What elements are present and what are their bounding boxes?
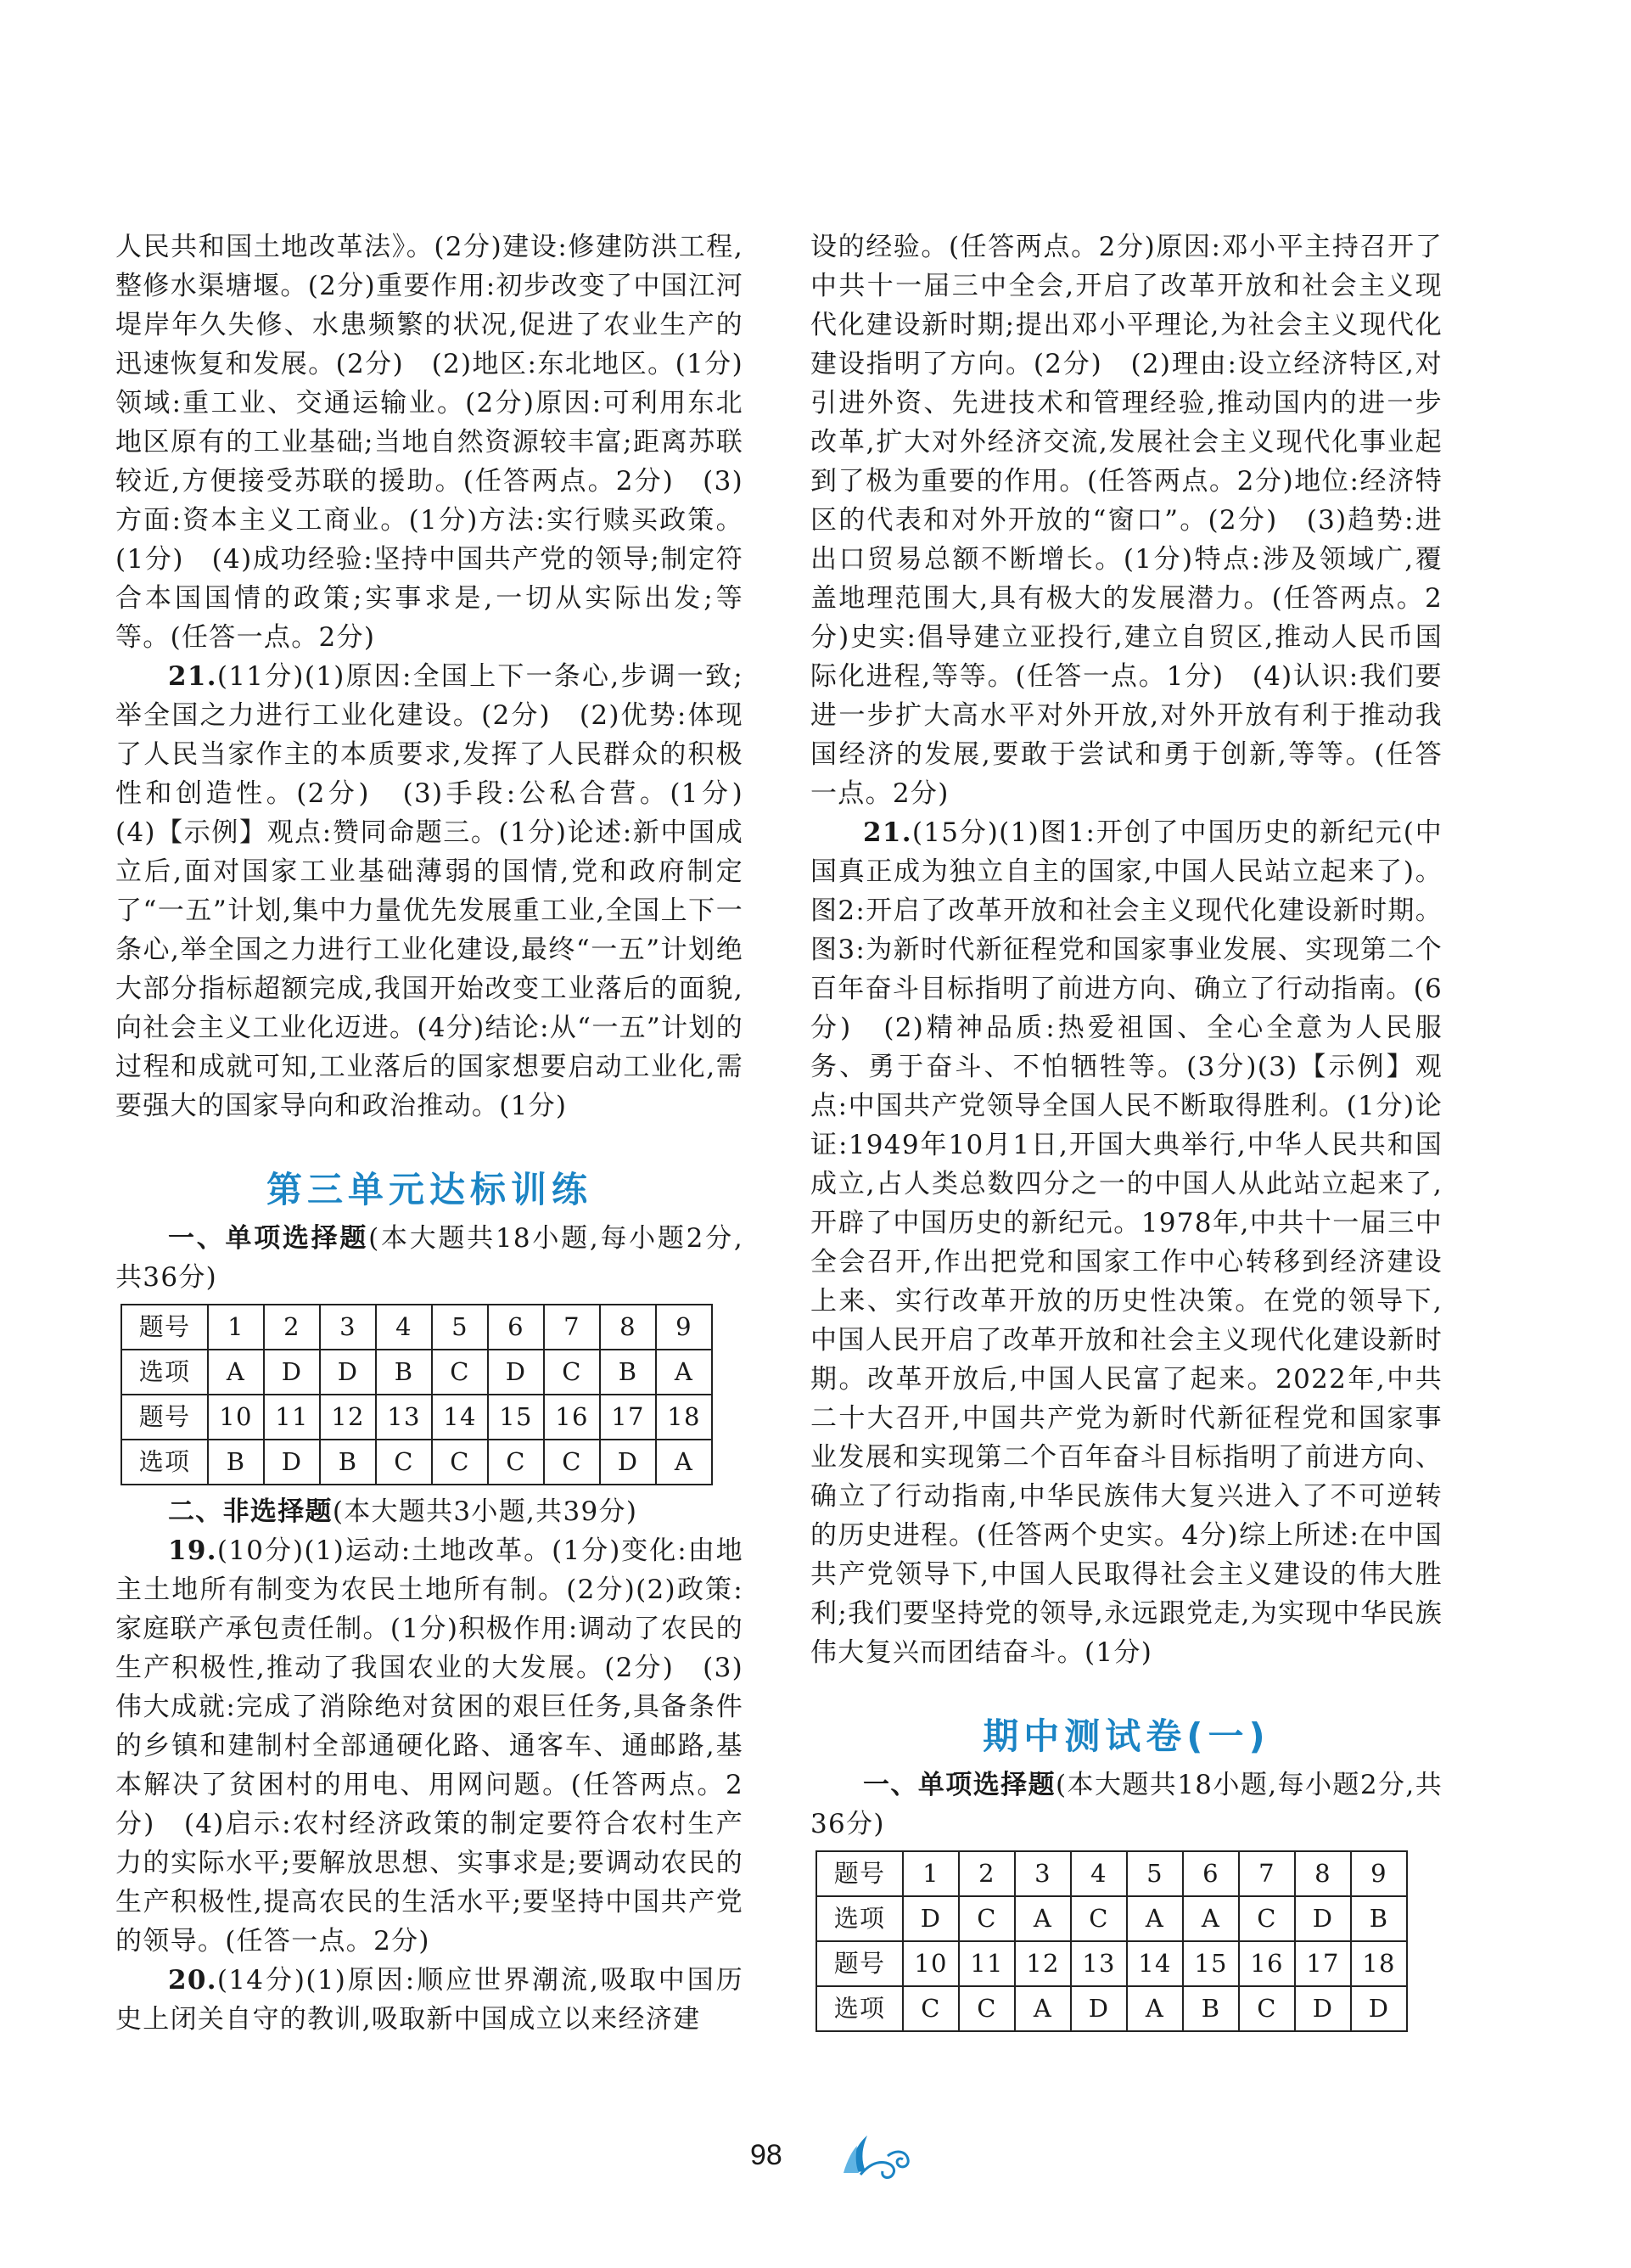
table-cell: 选项	[121, 1350, 208, 1395]
table-cell: 2	[264, 1305, 320, 1350]
table-cell: 15	[488, 1395, 544, 1440]
table-cell: 14	[432, 1395, 488, 1440]
table-cell: 10	[208, 1395, 264, 1440]
q20-text: (14分)(1)原因:顺应世界潮流,吸取中国历史上闭关自守的教训,吸取新中国成立以来经济建	[115, 1965, 743, 2035]
table-cell: C	[959, 1896, 1015, 1941]
table-cell: D	[1071, 1986, 1127, 2031]
table-cell: 2	[959, 1851, 1015, 1896]
table-cell: 15	[1183, 1941, 1239, 1986]
table-cell: 11	[264, 1395, 320, 1440]
section-title-midterm: 期中测试卷(一)	[983, 1715, 1270, 1757]
part2-heading	[115, 1492, 743, 1531]
table-cell: C	[544, 1440, 600, 1485]
table-cell: 选项	[816, 1986, 903, 2031]
part2-note: (本大题共3小题,共39分)	[332, 1496, 638, 1527]
table-cell: 9	[1351, 1851, 1407, 1896]
table-cell: A	[656, 1440, 712, 1485]
table-cell: D	[264, 1440, 320, 1485]
table-row	[121, 1350, 712, 1395]
q20-number: 20.	[168, 1965, 217, 1996]
table-cell: D	[903, 1896, 959, 1941]
q21-text: (11分)(1)原因:全国上下一条心,步调一致;举全国之力进行工业化建设。(2分) (2)优势:体现了人民当家作主的本质要求,发挥了人民群众的积极性和创造性。(2分) (3)手段:公私合营。(1分) (4)【示例】观点:赞同命题三。(1分)论述:新中国成立后,面对国家工业基础薄弱的国情,党和政府制定了“一五”计划,集中力量优先发展重工业,全国上下一条心,举全国之力进行工业化建设,最终“一五”计划绝大部分指标超额完成,我国开始改变工业落后的面貌,向社会主义工业化迈进。(4分)结论:从“一五”计划的过程和成就可知,工业落后的国家想要启动工业化,需要强大的国家导向和政治推动。(1分)	[115, 661, 771, 1121]
table-cell: 选项	[121, 1440, 208, 1485]
table-cell: B	[320, 1440, 376, 1485]
table-cell: 题号	[121, 1305, 208, 1350]
table-cell: A	[208, 1350, 264, 1395]
table-cell: D	[1295, 1986, 1351, 2031]
table-cell: 1	[903, 1851, 959, 1896]
table-cell: 9	[656, 1305, 712, 1350]
table-cell: C	[959, 1986, 1015, 2031]
table-cell: B	[376, 1350, 432, 1395]
part1-head-label: 一、单项选择题	[168, 1223, 369, 1254]
table-cell: 18	[656, 1395, 712, 1440]
table-cell: D	[264, 1350, 320, 1395]
table-cell: C	[544, 1350, 600, 1395]
answer-table-midterm	[816, 1850, 1408, 2032]
part1-heading	[810, 1766, 1443, 1844]
table-cell: 题号	[816, 1851, 903, 1896]
table-cell: 7	[544, 1305, 600, 1350]
table-row	[816, 1986, 1407, 2031]
table-cell: C	[432, 1440, 488, 1485]
left-question-20	[115, 1961, 743, 2039]
flourish-icon-svg	[840, 2130, 916, 2181]
table-row	[816, 1851, 1407, 1896]
table-cell: 11	[959, 1941, 1015, 1986]
table-cell: 题号	[816, 1941, 903, 1986]
table-cell: C	[432, 1350, 488, 1395]
table-cell: 8	[600, 1305, 656, 1350]
table-cell: 8	[1295, 1851, 1351, 1896]
table-cell: 13	[1071, 1941, 1127, 1986]
table-cell: A	[1183, 1896, 1239, 1941]
right-column	[810, 227, 1443, 2039]
table-cell: 12	[1015, 1941, 1071, 1986]
part1-head-label: 一、单项选择题	[863, 1770, 1056, 1800]
part1-note: (本大题共18小题,每小题2分,共36分)	[810, 1770, 1443, 1839]
table-cell: D	[320, 1350, 376, 1395]
table-cell: A	[1127, 1896, 1183, 1941]
section-title-unit3: 第三单元达标训练	[266, 1169, 592, 1210]
q21-number: 21.	[863, 817, 912, 848]
table-cell: B	[1183, 1986, 1239, 2031]
part1-heading	[115, 1219, 743, 1297]
table-cell: 3	[320, 1305, 376, 1350]
table-cell: B	[1351, 1896, 1407, 1941]
table-cell: C	[1239, 1896, 1295, 1941]
table-cell: 6	[488, 1305, 544, 1350]
table-cell: 10	[903, 1941, 959, 1986]
q21-number: 21.	[168, 661, 217, 692]
table-cell: 5	[1127, 1851, 1183, 1896]
table-cell: D	[1351, 1986, 1407, 2031]
table-cell: A	[656, 1350, 712, 1395]
table-cell: 14	[1127, 1941, 1183, 1986]
table-cell: C	[903, 1986, 959, 2031]
table-cell: 12	[320, 1395, 376, 1440]
table-cell: 13	[376, 1395, 432, 1440]
table-cell: C	[1239, 1986, 1295, 2031]
left-column	[115, 227, 771, 2039]
table-cell: B	[208, 1440, 264, 1485]
right-question-21	[810, 813, 1443, 1672]
table-row	[816, 1941, 1407, 1986]
table-cell: 5	[432, 1305, 488, 1350]
table-cell: 17	[600, 1395, 656, 1440]
part2-head-label: 二、非选择题	[168, 1496, 333, 1527]
right-paragraph-continued: 设的经验。(任答两点。2分)原因:邓小平主持召开了中共十一届三中全会,开启了改革开放和社会主义现代化建设新时期;提出邓小平理论,为社会主义现代化建设指明了方向。(2分) (2)理由:设立经济特区,对引进外资、先进技术和管理经验,推动国内的进一步改革,扩大对外经济交流,发展社会主义现代化事业起到了极为重要的作用。(任答两点。2分)地位:经济特区的代表和对外开放的“窗口”。(2分) (3)趋势:进出口贸易总额不断增长。(1分)特点:涉及领域广,覆盖地理范围大,具有极大的发展潜力。(任答两点。2分)史实:倡导建立亚投行,建立自贸区,推动人民币国际化进程,等等。(任答一点。1分) (4)认识:我们要进一步扩大高水平对外开放,对外开放有利于推动我国经济的发展,要敢于尝试和勇于创新,等等。(任答一点。2分)	[810, 232, 1443, 809]
part1-note: (本大题共18小题,每小题2分,共36分)	[115, 1223, 743, 1293]
table-cell: A	[1015, 1896, 1071, 1941]
table-row	[121, 1305, 712, 1350]
q21-text: (15分)(1)图1:开创了中国历史的新纪元(中国真正成为独立自主的国家,中国人民站立起来了)。图2:开启了改革开放和社会主义现代化建设新时期。图3:为新时代新征程党和国家事业发展、实现第二个百年奋斗目标指明了前进方向、确立了行动指南。(6分) (2)精神品质:热爱祖国、全心全意为人民服务、勇于奋斗、不怕牺牲等。(3分)(3)【示例】观点:中国共产党领导全国人民不断取得胜利。(1分)论证:1949年10月1日,开国大典举行,中华人民共和国成立,占人类总数四分之一的中国人从此站立起来了,开辟了中国历史的新纪元。1978年,中共十一届三中全会召开,作出把党和国家工作中心转移到经济建设上来、实行改革开放的历史性决策。在党的领导下,中国人民开启了改革开放和社会主义现代化建设新时期。改革开放后,中国人民富了起来。2022年,中共二十大召开,中国共产党为新时代新征程党和国家事业发展和实现第二个百年奋斗目标指明了前进方向、确立了行动指南,中华民族伟大复兴进入了不可逆转的历史进程。(任答两个史实。4分)综上所述:在中国共产党领导下,中国人民取得社会主义建设的伟大胜利;我们要坚持党的领导,永远跟党走,为实现中华民族伟大复兴而团结奋斗。(1分)	[810, 817, 1443, 1668]
table-cell: 16	[1239, 1941, 1295, 1986]
table-cell: 3	[1015, 1851, 1071, 1896]
page-number: 98	[750, 2139, 782, 2171]
table-row	[121, 1440, 712, 1485]
table-cell: 17	[1295, 1941, 1351, 1986]
table-cell: D	[488, 1350, 544, 1395]
table-cell: 4	[376, 1305, 432, 1350]
table-cell: 7	[1239, 1851, 1295, 1896]
table-cell: C	[488, 1440, 544, 1485]
table-cell: D	[600, 1440, 656, 1485]
table-cell: 16	[544, 1395, 600, 1440]
table-cell: 1	[208, 1305, 264, 1350]
table-cell: A	[1127, 1986, 1183, 2031]
table-cell: B	[600, 1350, 656, 1395]
answer-table-unit3	[121, 1304, 713, 1485]
table-cell: 18	[1351, 1941, 1407, 1986]
left-question-21	[115, 657, 771, 1126]
table-cell: 4	[1071, 1851, 1127, 1896]
table-cell: 选项	[816, 1896, 903, 1941]
q19-number: 19.	[168, 1535, 217, 1566]
table-cell: 题号	[121, 1395, 208, 1440]
table-cell: C	[376, 1440, 432, 1485]
left-question-19	[115, 1531, 743, 1961]
q19-text: (10分)(1)运动:土地改革。(1分)变化:由地主土地所有制变为农民土地所有制。(2分)(2)政策:家庭联产承包责任制。(1分)积极作用:调动了农民的生产积极性,推动了我国农业的大发展。(2分) (3)伟大成就:完成了消除绝对贫困的艰巨任务,具备条件的乡镇和建制村全部通硬化路、通客车、通邮路,基本解决了贫困村的用电、用网问题。(任答两点。2分) (4)启示:农村经济政策的制定要符合农村生产力的实际水平;要解放思想、实事求是;要调动农民的生产积极性,提高农民的生活水平;要坚持中国共产党的领导。(任答一点。2分)	[115, 1535, 743, 1956]
left-paragraph-continued: 人民共和国土地改革法》。(2分)建设:修建防洪工程,整修水渠塘堰。(2分)重要作用:初步改变了中国江河堤岸年久失修、水患频繁的状况,促进了农业生产的迅速恢复和发展。(2分) (2)地区:东北地区。(1分)领域:重工业、交通运输业。(2分)原因:可利用东北地区原有的工业基础;当地自然资源较丰富;距离苏联较近,方便接受苏联的援助。(任答两点。2分) (3)方面:资本主义工商业。(1分)方法:实行赎买政策。(1分) (4)成功经验:坚持中国共产党的领导;制定符合本国国情的政策;实事求是,一切从实际出发;等等。(任答一点。2分)	[115, 232, 743, 653]
flourish-icon	[840, 2130, 916, 2185]
table-cell: 6	[1183, 1851, 1239, 1896]
table-cell: A	[1015, 1986, 1071, 2031]
table-cell: D	[1295, 1896, 1351, 1941]
table-row	[816, 1896, 1407, 1941]
table-cell: C	[1071, 1896, 1127, 1941]
table-row	[121, 1395, 712, 1440]
